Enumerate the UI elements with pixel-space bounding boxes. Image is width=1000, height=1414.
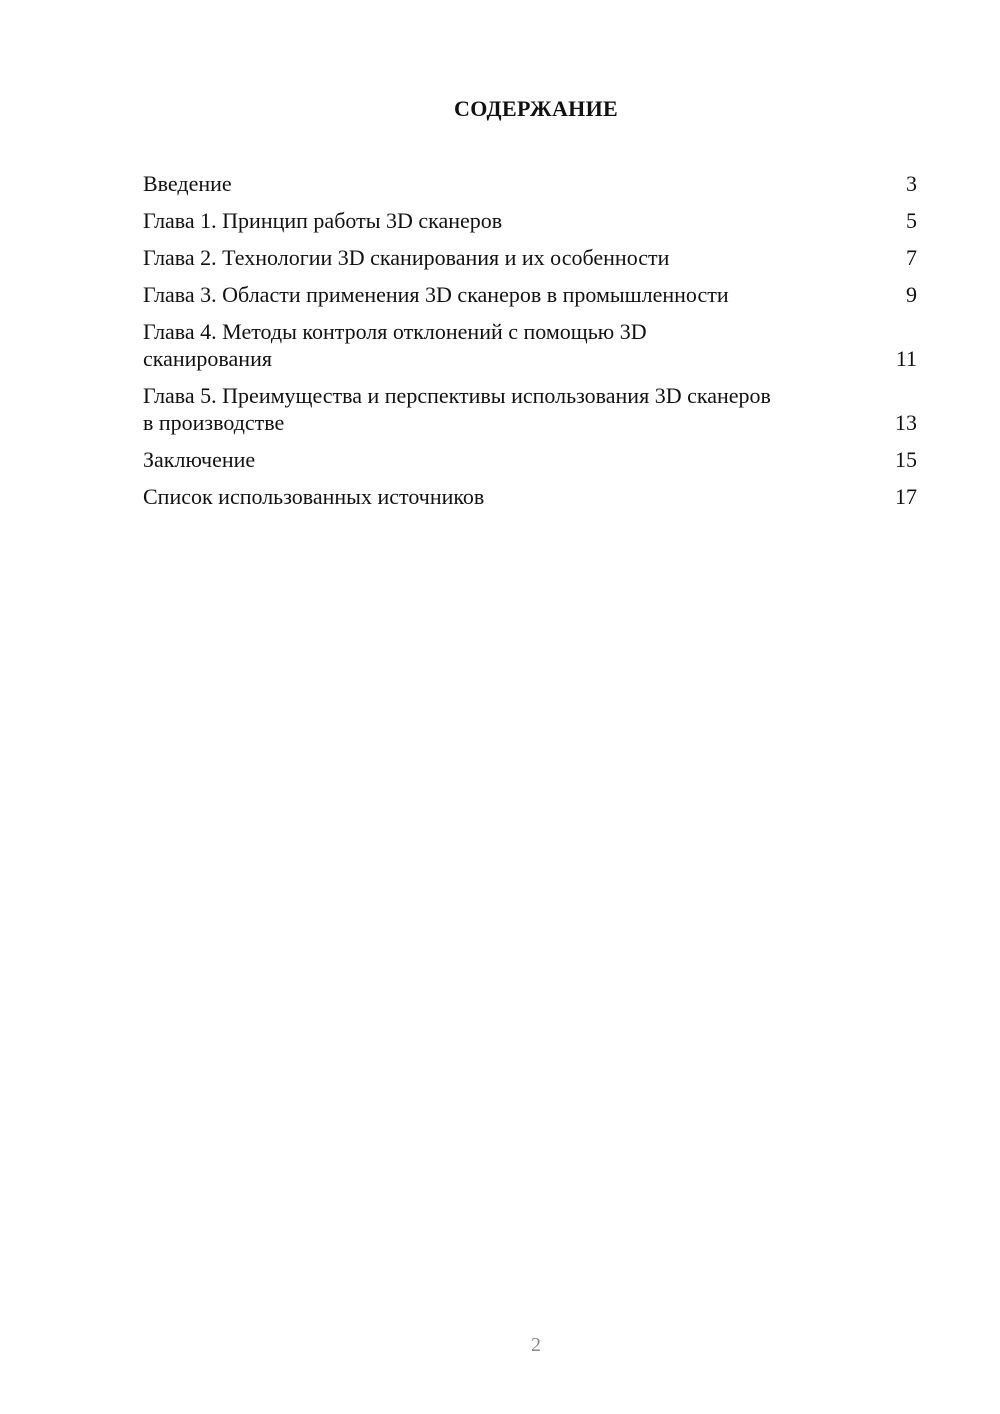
toc-entry-chapter-1[interactable] — [143, 207, 917, 234]
toc-entry-title: Глава 5. Преимущества и перспективы использования 3D сканеров в производстве — [143, 383, 771, 435]
toc-entry-chapter-3[interactable] — [143, 281, 917, 308]
toc-entry-page: 17 — [895, 484, 917, 509]
toc-entry-chapter-5[interactable] — [143, 382, 917, 436]
toc-entry-introduction[interactable] — [143, 170, 917, 197]
toc-entry-title: Список использованных источников — [143, 484, 485, 509]
toc-entry-page: 15 — [895, 447, 917, 472]
toc-entry-title: Заключение — [143, 447, 256, 472]
toc-entry-title: Глава 3. Области применения 3D сканеров в промышленности — [143, 282, 729, 307]
toc-entry-title: Введение — [143, 171, 232, 196]
toc-entry-page: 5 — [906, 208, 917, 233]
toc-heading: СОДЕРЖАНИЕ — [454, 96, 618, 121]
toc-entry-page: 7 — [906, 245, 917, 270]
toc-entry-page: 9 — [906, 282, 917, 307]
page-number: 2 — [531, 1334, 541, 1356]
toc-entry-title: Глава 4. Методы контроля отклонений с помощью 3D сканирования — [143, 319, 647, 371]
toc-entry-page: 13 — [895, 410, 917, 435]
toc-list — [143, 170, 917, 520]
toc-entry-conclusion[interactable] — [143, 446, 917, 473]
toc-entry-references[interactable] — [143, 483, 917, 510]
toc-entry-page: 3 — [906, 171, 917, 196]
toc-entry-title: Глава 2. Технологии 3D сканирования и их особенности — [143, 245, 670, 270]
toc-entry-title: Глава 1. Принцип работы 3D сканеров — [143, 208, 503, 233]
toc-entry-page: 11 — [895, 346, 917, 371]
toc-entry-chapter-4[interactable] — [143, 318, 917, 372]
toc-entry-chapter-2[interactable] — [143, 244, 917, 271]
